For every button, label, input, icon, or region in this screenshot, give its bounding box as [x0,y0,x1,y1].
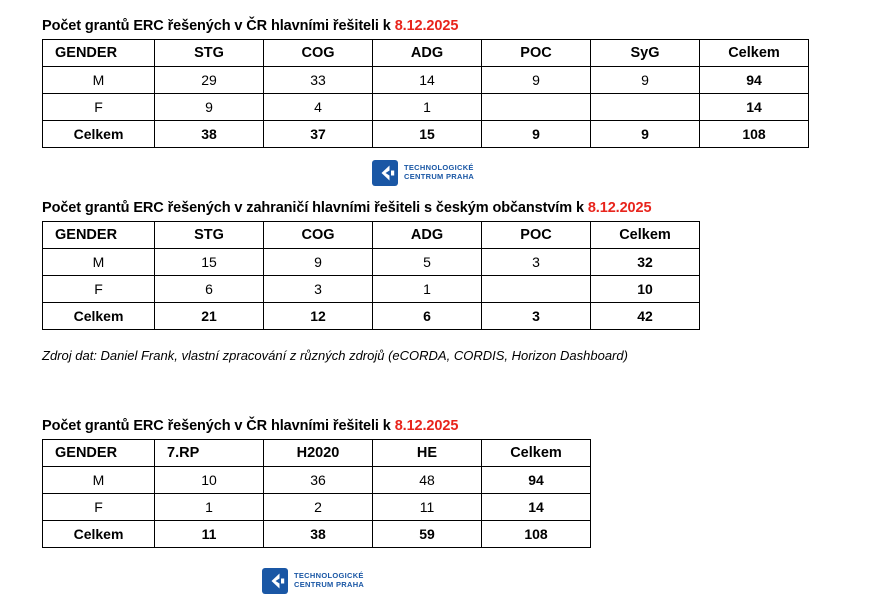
column-header: COG [264,40,373,67]
column-header: POC [482,40,591,67]
cell-value: 6 [373,303,482,330]
logo-technologicke-centrum-praha [372,160,474,186]
table-header-row [43,40,809,67]
section-1-title-date: 8.12.2025 [394,18,459,34]
logo-line-1: TECHNOLOGICKÉ [404,163,474,173]
logo-line-2: CENTRUM PRAHA [294,580,365,589]
cell-value: 9 [482,67,591,94]
table-row [43,249,700,276]
logo-line-1: TECHNOLOGICKÉ [294,571,364,581]
cell-total: 14 [700,94,809,121]
tcp-logo-icon [262,568,288,594]
section-grants-cr-main [42,18,809,148]
cell-value: 4 [264,94,373,121]
column-header: H2020 [264,440,373,467]
cell-value: 38 [155,121,264,148]
table-header-row [43,222,700,249]
cell-row-label: Celkem [43,521,155,548]
cell-gender: F [43,494,155,521]
section-grants-abroad [42,200,700,330]
table-grants-abroad [42,221,700,330]
cell-value: 5 [373,249,482,276]
column-header: POC [482,222,591,249]
column-header: Celkem [482,440,591,467]
cell-value: 9 [482,121,591,148]
logo-text [404,164,474,181]
tcp-logo-icon [372,160,398,186]
cell-gender: M [43,249,155,276]
logo-technologicke-centrum-praha [262,568,364,594]
section-2-title-text: Počet grantů ERC řešených v zahraničí hlavními řešiteli s českým občanstvím k [42,200,588,216]
column-header: STG [155,40,264,67]
cell-row-label: Celkem [43,303,155,330]
cell-gender: M [43,67,155,94]
cell-total: 14 [482,494,591,521]
cell-value: 10 [155,467,264,494]
cell-value: 3 [264,276,373,303]
table-row [43,276,700,303]
section-3-title [42,418,591,434]
column-header: HE [373,440,482,467]
section-1-title-text: Počet grantů ERC řešených v ČR hlavními řešiteli k [42,18,395,34]
cell-total: 94 [482,467,591,494]
logo-text [294,572,364,589]
column-header: SyG [591,40,700,67]
cell-value: 29 [155,67,264,94]
cell-total: 108 [482,521,591,548]
column-header: GENDER [43,440,155,467]
section-2-title-date: 8.12.2025 [587,200,652,216]
column-header: 7.RP [155,440,264,467]
cell-total: 42 [591,303,700,330]
cell-value: 3 [482,303,591,330]
cell-value: 3 [482,249,591,276]
cell-total: 108 [700,121,809,148]
column-header: GENDER [43,222,155,249]
column-header: Celkem [591,222,700,249]
section-3-title-text: Počet grantů ERC řešených v ČR hlavními řešiteli k [42,418,395,434]
cell-total: 94 [700,67,809,94]
table-header-row [43,440,591,467]
cell-row-label: Celkem [43,121,155,148]
section-grants-cr-by-framework [42,418,591,548]
table-row [43,467,591,494]
logo-line-2: CENTRUM PRAHA [404,172,475,181]
cell-value: 12 [264,303,373,330]
cell-value: 36 [264,467,373,494]
cell-value: 2 [264,494,373,521]
cell-gender: F [43,94,155,121]
cell-value: 11 [155,521,264,548]
table-row [43,94,809,121]
cell-value [482,276,591,303]
cell-value: 9 [591,67,700,94]
column-header: STG [155,222,264,249]
cell-value: 9 [155,94,264,121]
cell-value: 9 [264,249,373,276]
section-1-title [42,18,809,34]
table-row [43,494,591,521]
cell-value [591,94,700,121]
cell-value: 15 [373,121,482,148]
table-row [43,67,809,94]
cell-value: 14 [373,67,482,94]
cell-value: 6 [155,276,264,303]
column-header: ADG [373,222,482,249]
source-note: Zdroj dat: Daniel Frank, vlastní zpracování z různých zdrojů (eCORDA, CORDIS, Horizon Dashboard) [42,348,628,363]
table-grants-cr-by-framework [42,439,591,548]
cell-value: 15 [155,249,264,276]
cell-value: 9 [591,121,700,148]
column-header: ADG [373,40,482,67]
cell-value: 38 [264,521,373,548]
section-3-title-date: 8.12.2025 [394,418,459,434]
cell-total: 10 [591,276,700,303]
cell-value: 37 [264,121,373,148]
cell-total: 32 [591,249,700,276]
cell-value: 48 [373,467,482,494]
cell-value: 33 [264,67,373,94]
cell-gender: M [43,467,155,494]
cell-value [482,94,591,121]
cell-value: 1 [373,94,482,121]
column-header: Celkem [700,40,809,67]
cell-gender: F [43,276,155,303]
section-2-title [42,200,700,216]
table-total-row [43,521,591,548]
table-grants-cr-main [42,39,809,148]
column-header: COG [264,222,373,249]
cell-value: 11 [373,494,482,521]
cell-value: 1 [155,494,264,521]
cell-value: 59 [373,521,482,548]
cell-value: 1 [373,276,482,303]
table-total-row [43,303,700,330]
cell-value: 21 [155,303,264,330]
column-header: GENDER [43,40,155,67]
table-total-row [43,121,809,148]
